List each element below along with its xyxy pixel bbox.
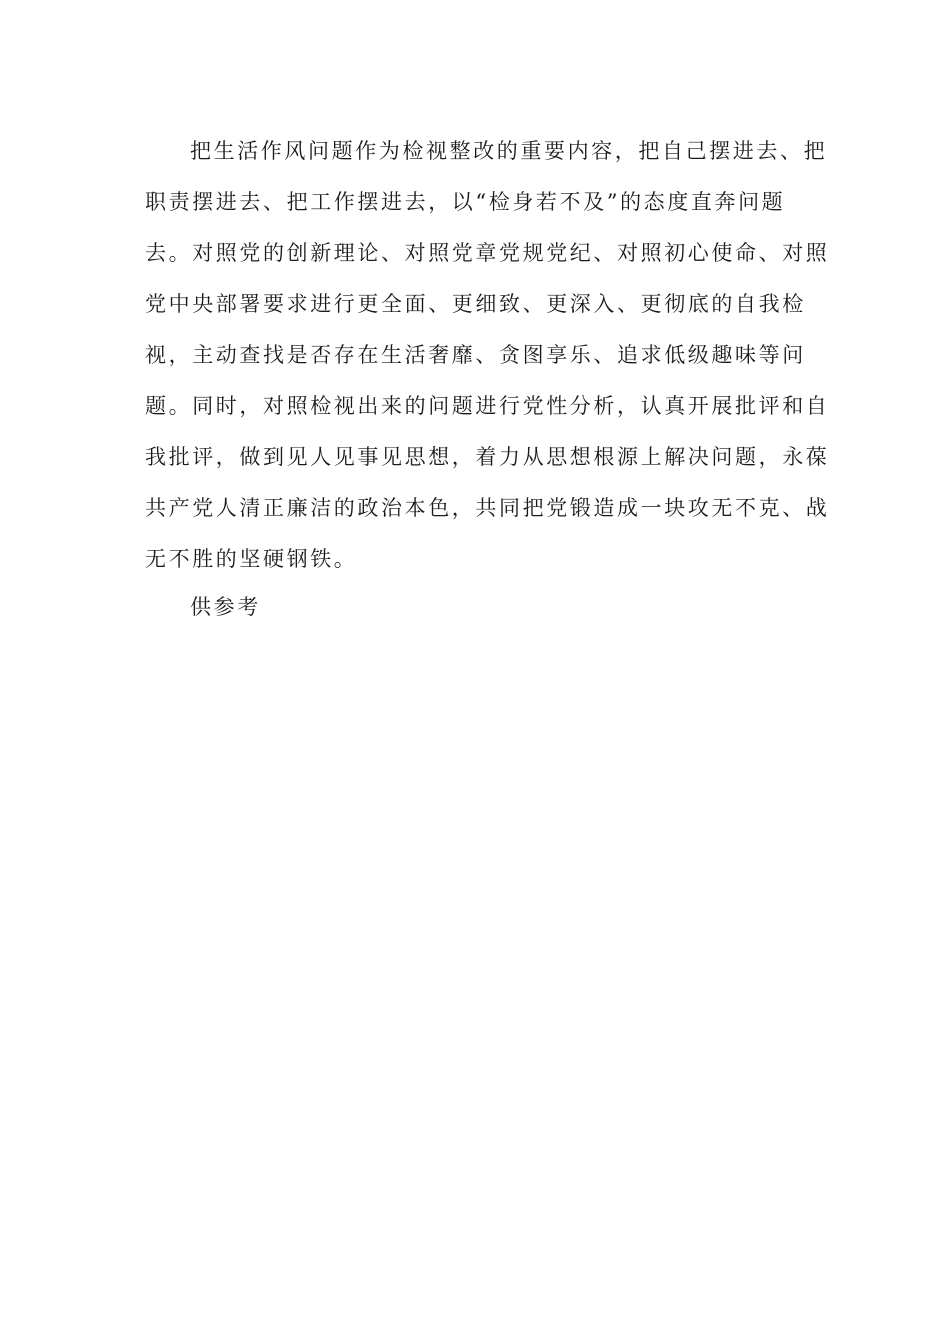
closing-note: 供参考 — [190, 595, 261, 619]
paragraph-line: 无不胜的坚硬钢铁。 — [145, 547, 358, 571]
paragraph-line: 去。对照党的创新理论、对照党章党规党纪、对照初心使命、对照 — [145, 241, 830, 265]
paragraph-line: 共产党人清正廉洁的政治本色，共同把党锻造成一块攻无不克、战 — [145, 496, 830, 520]
paragraph-line: 我批评，做到见人见事见思想，着力从思想根源上解决问题，永葆 — [145, 445, 830, 469]
paragraph-line: 把生活作风问题作为检视整改的重要内容，把自己摆进去、把 — [190, 139, 828, 163]
body-paragraph — [145, 126, 830, 585]
paragraph-line: 职责摆进去、把工作摆进去，以“检身若不及”的态度直奔问题 — [145, 190, 786, 214]
paragraph-line: 题。同时，对照检视出来的问题进行党性分析，认真开展批评和自 — [145, 394, 830, 418]
paragraph-line: 视，主动查找是否存在生活奢靡、贪图享乐、追求低级趣味等问 — [145, 343, 806, 367]
paragraph-line: 党中央部署要求进行更全面、更细致、更深入、更彻底的自我检 — [145, 292, 806, 316]
